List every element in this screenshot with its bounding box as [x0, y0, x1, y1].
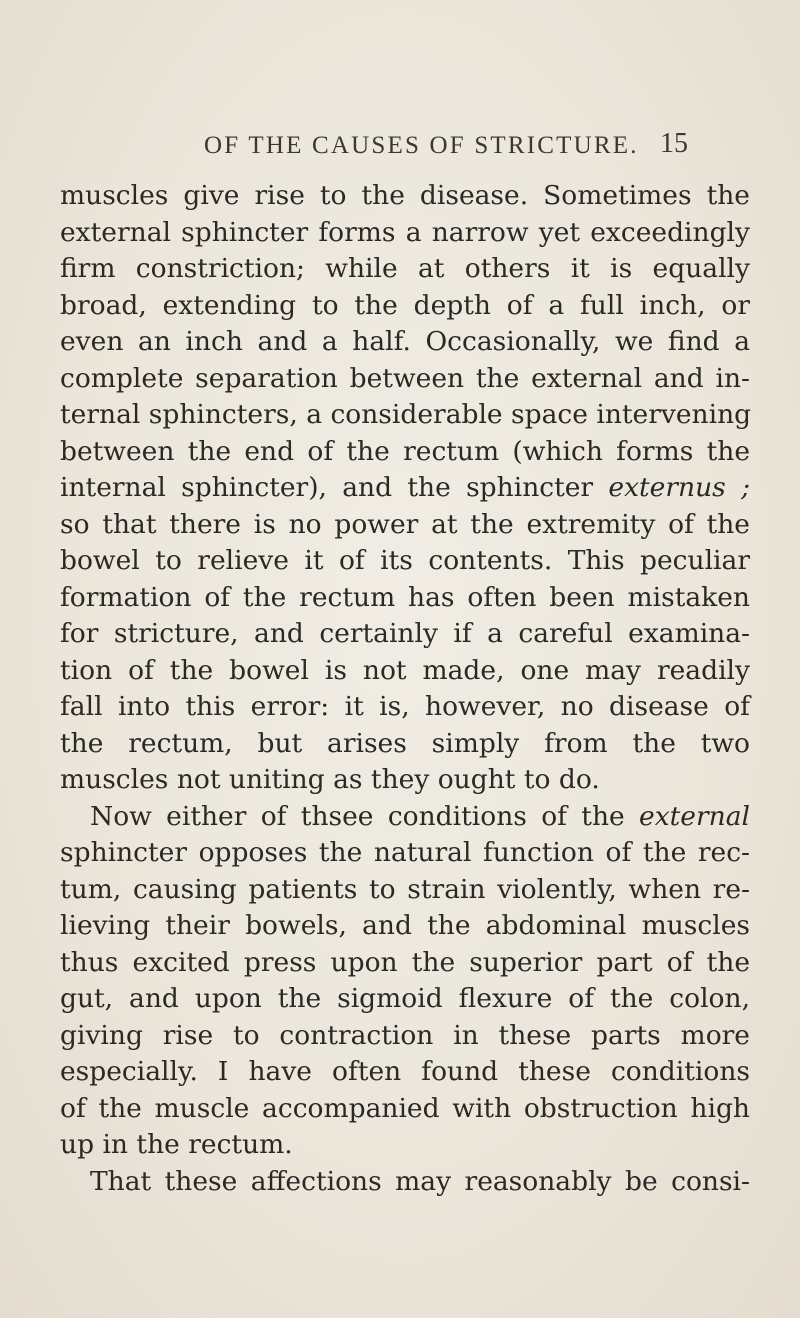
text-line: especially. I have often found these conditions	[60, 1056, 750, 1087]
text-line: so that there is no power at the extremity of the	[60, 508, 750, 540]
text-line: external sphincter forms a narrow yet exceedingly	[60, 216, 750, 248]
text-line: That these affections may reasonably be consi-	[90, 1165, 750, 1197]
text-line: firm constriction; while at others it is equally	[60, 253, 750, 284]
text-line: gut, and upon the sigmoid flexure of the colon,	[60, 983, 750, 1014]
text-line: between the end of the rectum (which forms the	[60, 435, 750, 467]
text-line: sphincter opposes the natural function of the rec-	[60, 837, 750, 868]
text-line: broad, extending to the depth of a full inch, or	[60, 289, 750, 321]
text-line: formation of the rectum has often been mistaken	[60, 581, 750, 613]
text-line	[60, 470, 750, 507]
running-title: OF THE CAUSES OF STRICTURE.	[204, 132, 639, 159]
running-head	[204, 128, 688, 172]
text-line: up in the rectum.	[60, 1129, 293, 1160]
text-line: for stricture, and certainly if a careful examina-	[60, 618, 750, 649]
italic-term: externus ;	[608, 472, 750, 503]
text-line: ternal sphincters, a considerable space intervening	[60, 399, 752, 430]
text-line: of the muscle accompanied with obstruction high	[60, 1092, 750, 1124]
text-line: fall into this error: it is, however, no disease of	[60, 691, 750, 722]
text-line: complete separation between the external and in-	[60, 362, 750, 394]
text-segment: Now either of thsee conditions of the	[90, 800, 640, 832]
text-line: lieving their bowels, and the abdominal muscles	[60, 910, 750, 941]
text-line	[60, 799, 750, 836]
italic-term: external	[639, 800, 750, 832]
text-line: the rectum, but arises simply from the two	[60, 727, 750, 759]
text-line: bowel to relieve it of its contents. This peculiar	[60, 545, 750, 576]
page-number: 15	[660, 128, 688, 159]
body-text	[60, 178, 750, 1200]
text-line: thus excited press upon the superior part of the	[60, 946, 750, 978]
text-line: muscles not uniting as they ought to do.	[60, 764, 600, 795]
text-line: muscles give rise to the disease. Sometimes the	[60, 180, 750, 211]
text-segment: internal sphincter), and the sphincter	[60, 472, 609, 503]
text-line: giving rise to contraction in these parts more	[60, 1019, 750, 1051]
text-line: tion of the bowel is not made, one may readily	[60, 654, 750, 686]
text-line: even an inch and a half. Occasionally, we find a	[60, 326, 750, 357]
text-line: tum, causing patients to strain violently, when re-	[60, 873, 750, 905]
